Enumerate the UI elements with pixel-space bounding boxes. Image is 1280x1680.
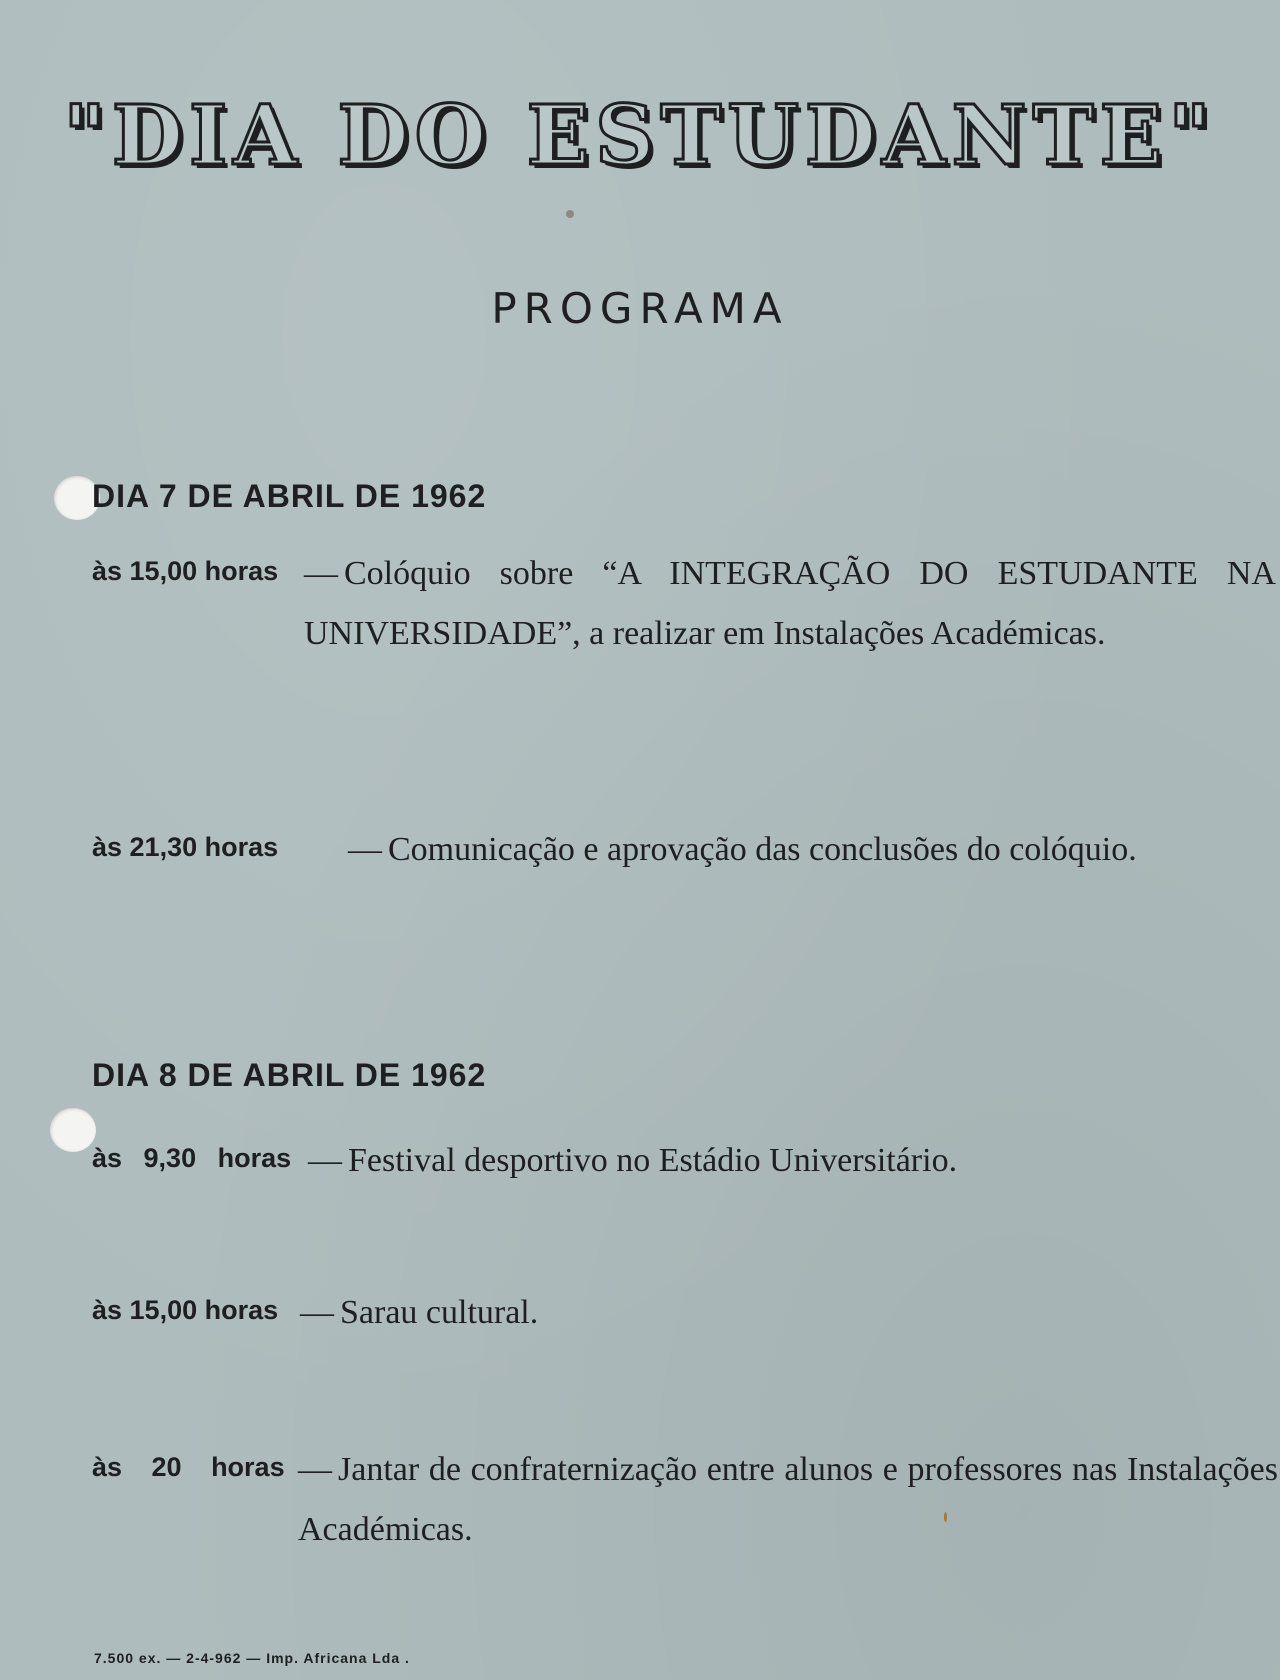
event-time: às 20 horas — [92, 1452, 285, 1482]
printer-imprint: 7.500 ex. — 2-4-962 — Imp. Africana Lda . — [94, 1650, 410, 1666]
day-heading: DIA 8 DE ABRIL DE 1962 — [92, 1057, 487, 1093]
punch-hole — [50, 1108, 96, 1152]
event-description: — Comunicação e aprovação das conclusões do colóquio. — [348, 831, 1137, 868]
ink-speck — [566, 210, 574, 218]
event-description: — Sarau cultural. — [300, 1294, 539, 1331]
event-time: às 15,00 horas — [92, 556, 279, 586]
event-time: às 21,30 horas — [92, 832, 279, 862]
poster-subtitle: PROGRAMA — [491, 284, 789, 333]
event-description: — Festival desportivo no Estádio Universitário. — [308, 1142, 958, 1179]
day-heading: DIA 7 DE ABRIL DE 1962 — [92, 478, 487, 514]
event-time: às 15,00 horas — [92, 1295, 279, 1325]
poster-title: "DIA DO ESTUDANTE" — [63, 88, 1217, 184]
event-description: — Colóquio sobre “A INTEGRAÇÃO DO ESTUDANTE NA UNIVERSIDADE”, a realizar em Instalações Académicas. — [304, 555, 1276, 652]
event-description: — Jantar de confraternização entre alunos e professores nas Instalações Académicas. — [298, 1451, 1278, 1548]
event-time: às 9,30 horas — [92, 1143, 292, 1173]
